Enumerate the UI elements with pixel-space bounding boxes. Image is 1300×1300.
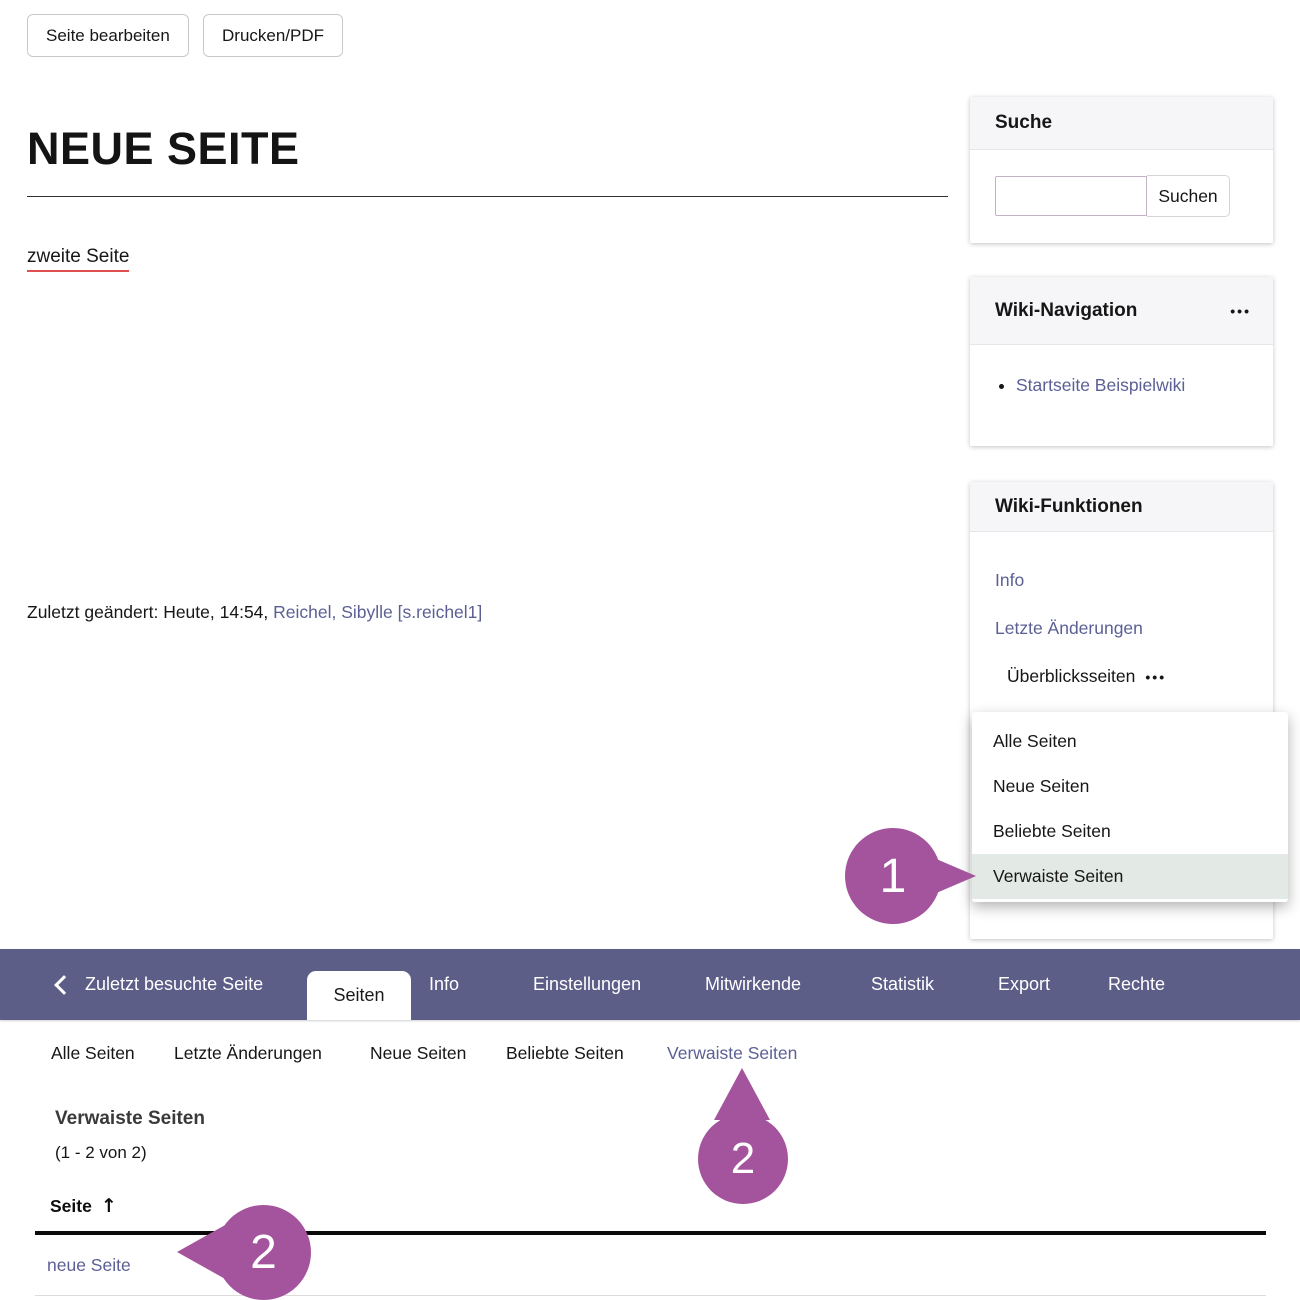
tab-export[interactable]: Export [998,974,1051,994]
search-button[interactable]: Suchen [1147,175,1230,217]
marker-circle [698,1114,788,1204]
column-header-seite[interactable] [50,1195,117,1217]
marker-number: 1 [879,849,907,903]
wiki-functions-header [970,482,1273,532]
subtab-verwaiste-seiten[interactable]: Verwaiste Seiten [667,1042,798,1063]
ueberblicksseiten-dropdown-toggle[interactable] [1007,666,1273,687]
dropdown-item-beliebte-seiten[interactable]: Beliebte Seiten [993,821,1111,841]
tab-einstellungen[interactable]: Einstellungen [533,974,642,994]
overview-pages-dropdown [972,712,1288,902]
search-input[interactable] [995,176,1147,216]
wiki-navigation-panel [970,277,1273,446]
wiki-link-zweite-seite[interactable]: zweite Seite [27,246,129,272]
tab-bar [0,949,1300,1020]
last-modified [27,602,482,623]
table-row-neue-seite[interactable]: neue Seite [47,1255,131,1275]
page-title: NEUE SEITE [27,123,300,174]
dropdown-item-verwaiste-seiten[interactable]: Verwaiste Seiten [972,854,1288,899]
info-link[interactable]: Info [995,570,1025,590]
letzte-aenderungen-link[interactable]: Letzte Änderungen [995,618,1143,638]
subtab-neue-seiten[interactable]: Neue Seiten [370,1042,467,1063]
tab-seiten[interactable]: Seiten [307,971,411,1020]
back-label: Zuletzt besuchte Seite [85,974,264,994]
subtab-beliebte-seiten[interactable]: Beliebte Seiten [506,1042,624,1063]
title-divider [27,196,948,197]
last-modified-user-link[interactable]: Reichel, Sibylle [s.reichel1] [273,602,483,622]
chevron-left-icon [54,975,74,995]
search-panel-title: Suche [995,112,1053,133]
marker-number: 2 [250,1226,277,1279]
search-row [995,176,1230,217]
tab-statistik[interactable]: Statistik [871,974,935,994]
ellipsis-icon[interactable]: ••• [1230,302,1251,319]
wiki-functions-title: Wiki-Funktionen [995,495,1143,517]
startseite-link[interactable]: Startseite Beispielwiki [1016,375,1186,395]
dropdown-item-alle-seiten[interactable]: Alle Seiten [993,731,1077,751]
marker-pointer-up [714,1068,770,1120]
marker-number: 2 [730,1134,756,1183]
marker-circle [216,1205,311,1300]
list-item [1016,375,1273,396]
column-label: Seite [50,1195,92,1216]
print-pdf-button[interactable]: Drucken/PDF [203,14,343,57]
tab-rechte[interactable]: Rechte [1108,974,1166,994]
subtab-alle-seiten[interactable]: Alle Seiten [51,1042,135,1063]
tab-info[interactable]: Info [429,974,460,994]
ellipsis-icon: ••• [1145,668,1167,685]
wiki-navigation-title: Wiki-Navigation [995,299,1138,321]
tab-mitwirkende[interactable]: Mitwirkende [705,974,802,994]
marker-pointer-right [920,852,976,900]
marker-pointer-left [177,1224,227,1280]
wiki-functions-body [970,532,1273,687]
subtab-letzte-aenderungen[interactable]: Letzte Änderungen [174,1042,322,1063]
table-row-divider [35,1295,1266,1296]
search-panel-header [970,97,1273,150]
back-to-last-page-link[interactable] [57,949,263,1020]
wiki-navigation-list [1000,375,1273,396]
ueberblicksseiten-label: Überblicksseiten [1007,666,1136,686]
search-panel [970,97,1273,243]
edit-page-button[interactable]: Seite bearbeiten [27,14,189,57]
section-title: Verwaiste Seiten [55,1108,205,1129]
wiki-navigation-header [970,277,1273,345]
result-range: (1 - 2 von 2) [55,1143,147,1162]
dropdown-item-neue-seiten[interactable]: Neue Seiten [993,776,1090,796]
sort-ascending-icon: ↑ [100,1195,117,1217]
last-modified-text: Zuletzt geändert: Heute, 14:54, [27,602,274,622]
